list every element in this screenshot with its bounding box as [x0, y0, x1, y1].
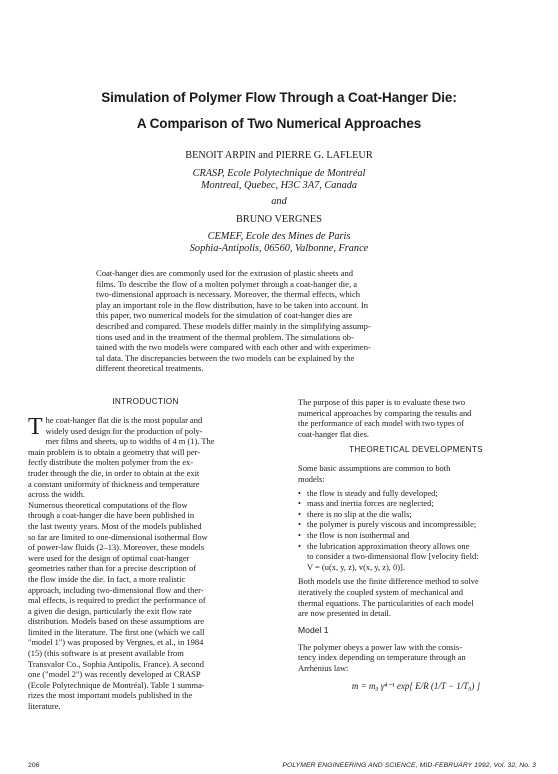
abstract-line: films. To describe the flow of a molten polymer through a coat-hanger die, a — [96, 278, 358, 289]
assumption-item: • the polymer is purely viscous and incompressible; — [298, 519, 477, 530]
body-line: Numerous theoretical computations of the flow — [28, 499, 188, 510]
abstract-line: described and compared. These models differ mainly in the simplifying assump- — [96, 320, 371, 331]
page-number: 206 — [28, 762, 40, 769]
body-line: iteratively the coupled system of mechanical and — [298, 586, 463, 597]
body-line: the last twenty years. Most of the models published — [28, 520, 202, 531]
abstract-line: play an important role in the flow distribution, have to be taken into account. In — [96, 299, 369, 310]
body-line: of power-law fluids (2–13). Moreover, these models — [28, 542, 205, 553]
body-line: limited in the literature. The first one (which we call — [28, 626, 205, 637]
body-line: The purpose of this paper is to evaluate these two — [298, 397, 466, 407]
body-line: mal effects, is required to predict the performance of — [28, 595, 206, 606]
assumption-item: • mass and inertia forces are neglected; — [298, 498, 434, 509]
body-line: coat-hanger flat dies. — [298, 428, 369, 439]
abstract-line: tions used and in the treatment of the thermal problem. The simulations ob- — [96, 331, 354, 342]
body-line: (Ecole Polytechnique de Montréal). Table 1 summa- — [28, 679, 205, 690]
body-line: Arrhenius law: — [298, 662, 349, 673]
affiliation-2-line-1: CEMEF, Ecole des Mines de Paris — [207, 231, 351, 242]
abstract-line: this paper, two numerical models for the simulation of coat-hanger dies are — [96, 310, 353, 321]
arrhenius-equation: m = m₀ γ̇ⁿ⁻¹ exp[ E/R (1/T − 1/T₀) ] — [351, 681, 481, 692]
body-line: to consider a two-dimensional flow [velocity field: — [307, 551, 479, 562]
abstract-line: tal data. The discrepancies between the two models can be explained by the — [96, 352, 355, 363]
body-line: Some basic assumptions are common to both — [298, 463, 451, 474]
body-line: a given die design, particularly the exit flow rate — [28, 605, 192, 616]
journal-footer: POLYMER ENGINEERING AND SCIENCE, MID-FEBRUARY 1992, Vol. 32, No. 3 — [282, 762, 536, 769]
body-line: truder through the die, in order to obtain at the exit — [28, 467, 200, 478]
body-line: so far are limited to one-dimensional isothermal flow — [28, 531, 208, 542]
and-separator: and — [271, 196, 287, 207]
drop-cap: T — [28, 414, 43, 440]
body-line: the flow inside the die. In fact, a more realistic — [28, 573, 186, 584]
left-column — [28, 397, 263, 712]
body-line: tency index depending on temperature through an — [298, 652, 466, 663]
body-line: "model 1") was proposed by Vergnes, et al., in 1984 — [28, 637, 204, 648]
body-line: are now presented in detail. — [298, 608, 392, 619]
body-line: across the width. — [28, 489, 85, 500]
body-line: rizes the most important models published in the — [28, 690, 193, 701]
assumption-item: • the flow is steady and fully developed; — [298, 487, 438, 498]
body-line: main problem is to obtain a geometry that will per- — [28, 446, 201, 457]
body-line: The polymer obeys a power law with the consis- — [298, 641, 463, 652]
body-line: numerical approaches by comparing the results and — [298, 407, 472, 418]
affiliation-1-line-1: CRASP, Ecole Polytechnique de Montréal — [192, 168, 366, 179]
body-line: (15) (this software is at present available from — [28, 648, 184, 659]
body-line: V = (u(x, y, z), v(x, y, z), 0)]. — [307, 561, 405, 572]
right-column — [298, 397, 534, 693]
affiliation-1-line-2: Montreal, Quebec, H3C 3A7, Canada — [200, 180, 358, 191]
assumption-item: • the flow is non isothermal and — [298, 529, 410, 540]
body-line: Both models use the finite difference method to solve — [298, 576, 479, 587]
model-1-heading: Model 1 — [298, 624, 329, 635]
abstract — [96, 268, 460, 374]
body-line: approach, including two-dimensional flow and ther- — [28, 584, 204, 595]
body-line: widely used design for the production of poly- — [45, 425, 203, 436]
body-line: literature. — [28, 701, 61, 712]
body-line: fectly distribute the molten polymer from the ex- — [28, 457, 194, 468]
abstract-line: Coat-hanger dies are commonly used for the extrusion of plastic sheets and — [96, 268, 354, 278]
authors-1: BENOIT ARPIN and PIERRE G. LAFLEUR — [185, 150, 373, 161]
abstract-line: different theoretical treatments. — [96, 363, 204, 374]
authors-2: BRUNO VERGNES — [236, 214, 322, 225]
title-line-2: A Comparison of Two Numerical Approaches — [136, 116, 422, 131]
body-line: distribution. Models based on these assumptions are — [28, 616, 204, 627]
body-line: models: — [298, 473, 325, 484]
body-line: were used for the design of optimal coat-hanger — [28, 552, 190, 563]
assumption-item: • the lubrication approximation theory allows one — [298, 540, 470, 551]
abstract-line: two-dimensional approach is necessary. Moreover, the thermal effects, which — [96, 289, 361, 300]
theoretical-heading: THEORETICAL DEVELOPMENTS — [349, 445, 483, 455]
intro-first-paragraph — [28, 414, 263, 440]
body-line: thermal equations. The particularities of each model — [298, 597, 474, 608]
assumption-item: • there is no slip at the die walls; — [298, 508, 412, 519]
body-line: Transvalor Co., Sophia Antipolis, France). A second — [28, 658, 204, 669]
body-line: the performance of each model with two types of — [298, 418, 464, 429]
body-line: a constant uniformity of thickness and temperature — [28, 478, 200, 489]
body-line: he coat-hanger flat die is the most popular and — [45, 415, 203, 425]
affiliation-2-line-2: Sophia-Antipolis, 06560, Valbonne, France — [189, 243, 369, 254]
body-line: geometries rather than for a precise description of — [28, 563, 196, 574]
body-line: one ("model 2") was recently developed at CRASP — [28, 669, 201, 680]
introduction-heading: INTRODUCTION — [112, 397, 179, 406]
title-line-1: Simulation of Polymer Flow Through a Coat-Hanger Die: — [101, 90, 457, 105]
abstract-line: tained with the two models were compared with each other and with experimen- — [96, 342, 371, 353]
body-line: through a coat-hanger die have been published in — [28, 510, 195, 521]
body-line: mer films and sheets, up to widths of 4 m (1). The — [45, 436, 215, 447]
